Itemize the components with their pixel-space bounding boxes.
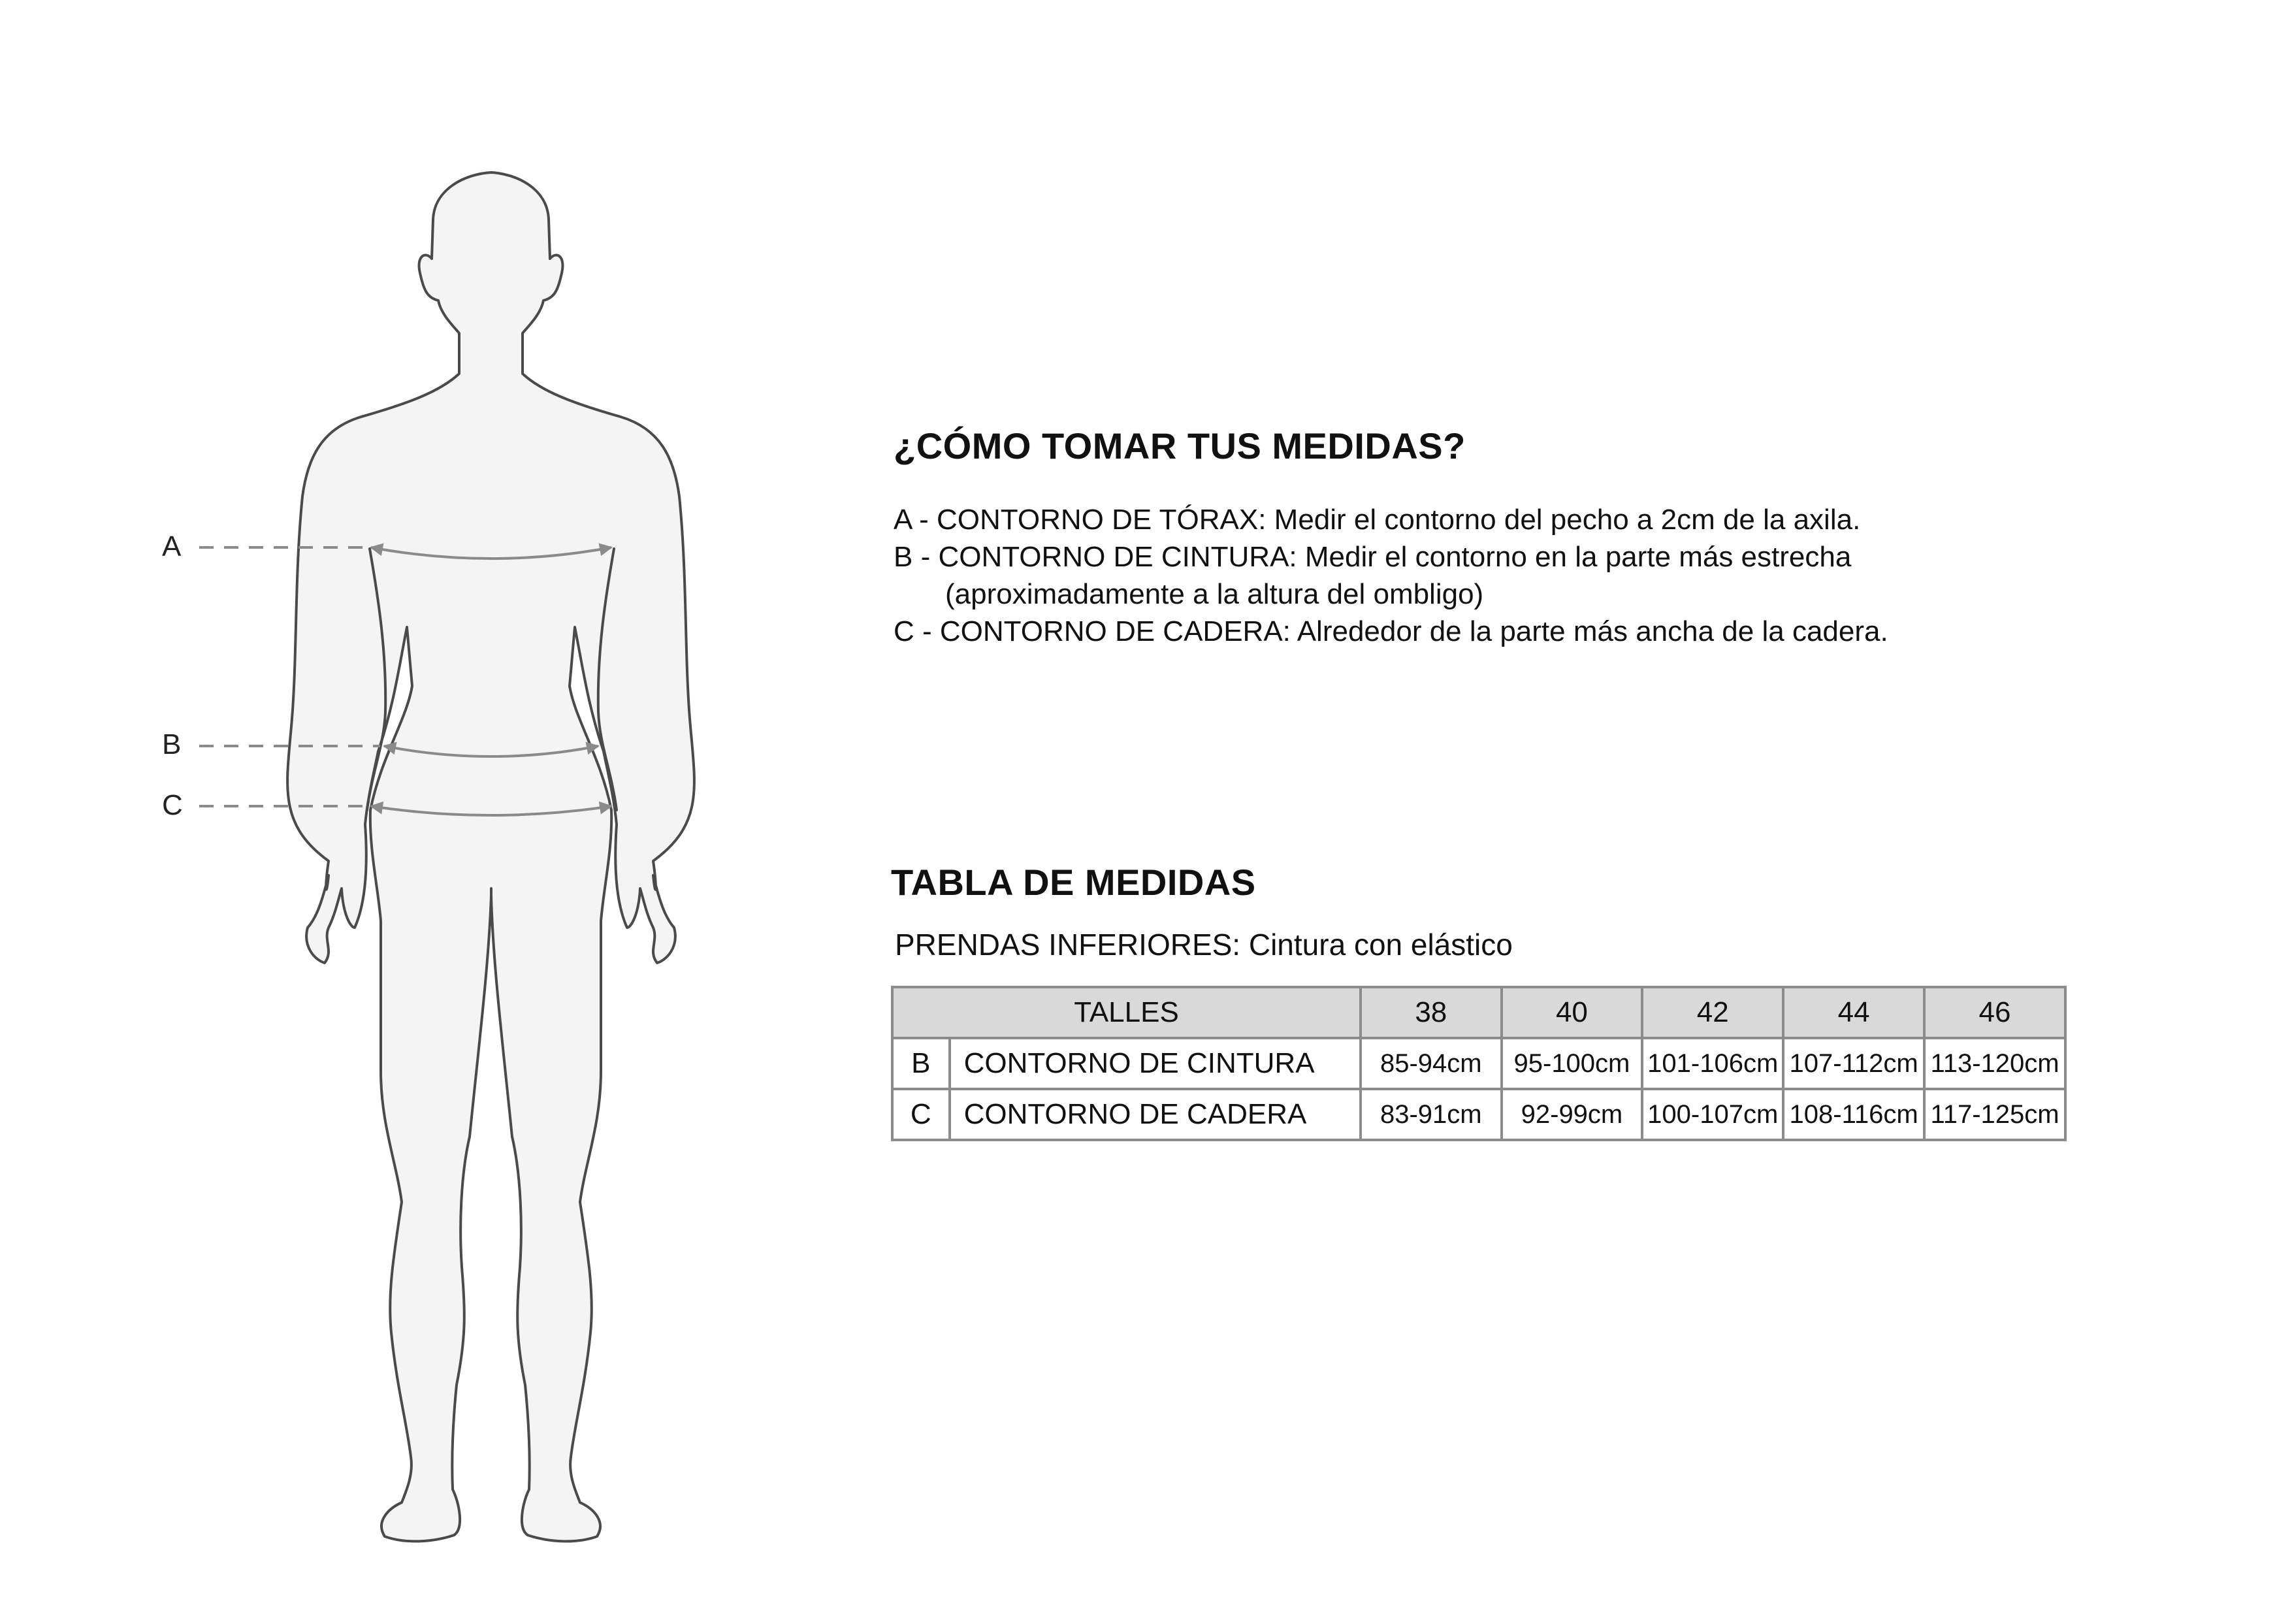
- table-cell: 108-116cm: [1783, 1089, 1924, 1140]
- table-cell: 101-106cm: [1642, 1038, 1783, 1089]
- row-code: B: [892, 1038, 950, 1089]
- measurement-instructions: [894, 425, 2200, 650]
- instruction-a: A - CONTORNO DE TÓRAX: Medir el contorno del pecho a 2cm de la axila.: [894, 504, 1861, 536]
- header-size: 42: [1642, 987, 1783, 1038]
- marker-label-a: A: [162, 530, 182, 562]
- size-table: [891, 986, 2067, 1141]
- table-row: [892, 1089, 2065, 1140]
- row-name: CONTORNO DE CINTURA: [950, 1038, 1361, 1089]
- instructions-title: ¿CÓMO TOMAR TUS MEDIDAS?: [894, 425, 1466, 466]
- marker-label-c: C: [162, 789, 183, 821]
- row-code: C: [892, 1089, 950, 1140]
- table-row: [892, 1038, 2065, 1089]
- header-size: 46: [1924, 987, 2065, 1038]
- table-cell: 92-99cm: [1502, 1089, 1643, 1140]
- size-table-title: TABLA DE MEDIDAS: [891, 862, 1256, 903]
- header-size: 38: [1361, 987, 1502, 1038]
- header-size: 44: [1783, 987, 1924, 1038]
- marker-label-b: B: [162, 728, 182, 760]
- table-cell: 83-91cm: [1361, 1089, 1502, 1140]
- body-silhouette: [0, 0, 784, 1621]
- instruction-c: C - CONTORNO DE CADERA: Alrededor de la parte más ancha de la cadera.: [894, 615, 1888, 647]
- table-cell: 113-120cm: [1924, 1038, 2065, 1089]
- instruction-b: B - CONTORNO DE CINTURA: Medir el contorno en la parte más estrecha: [894, 541, 1852, 573]
- body-outline: [287, 172, 694, 1541]
- header-talles: TALLES: [892, 987, 1361, 1038]
- instruction-b-note: (aproximadamente a la altura del ombligo): [945, 578, 1484, 610]
- table-cell: 100-107cm: [1642, 1089, 1783, 1140]
- header-size: 40: [1502, 987, 1643, 1038]
- size-chart-section: [891, 861, 2067, 1141]
- row-name: CONTORNO DE CADERA: [950, 1089, 1361, 1140]
- table-header-row: [892, 987, 2065, 1038]
- table-cell: 85-94cm: [1361, 1038, 1502, 1089]
- body-figure: [0, 0, 784, 1621]
- table-cell: 107-112cm: [1783, 1038, 1924, 1089]
- table-cell: 95-100cm: [1502, 1038, 1643, 1089]
- size-table-subtitle: PRENDAS INFERIORES: Cintura con elástico: [895, 928, 1513, 962]
- table-cell: 117-125cm: [1924, 1089, 2065, 1140]
